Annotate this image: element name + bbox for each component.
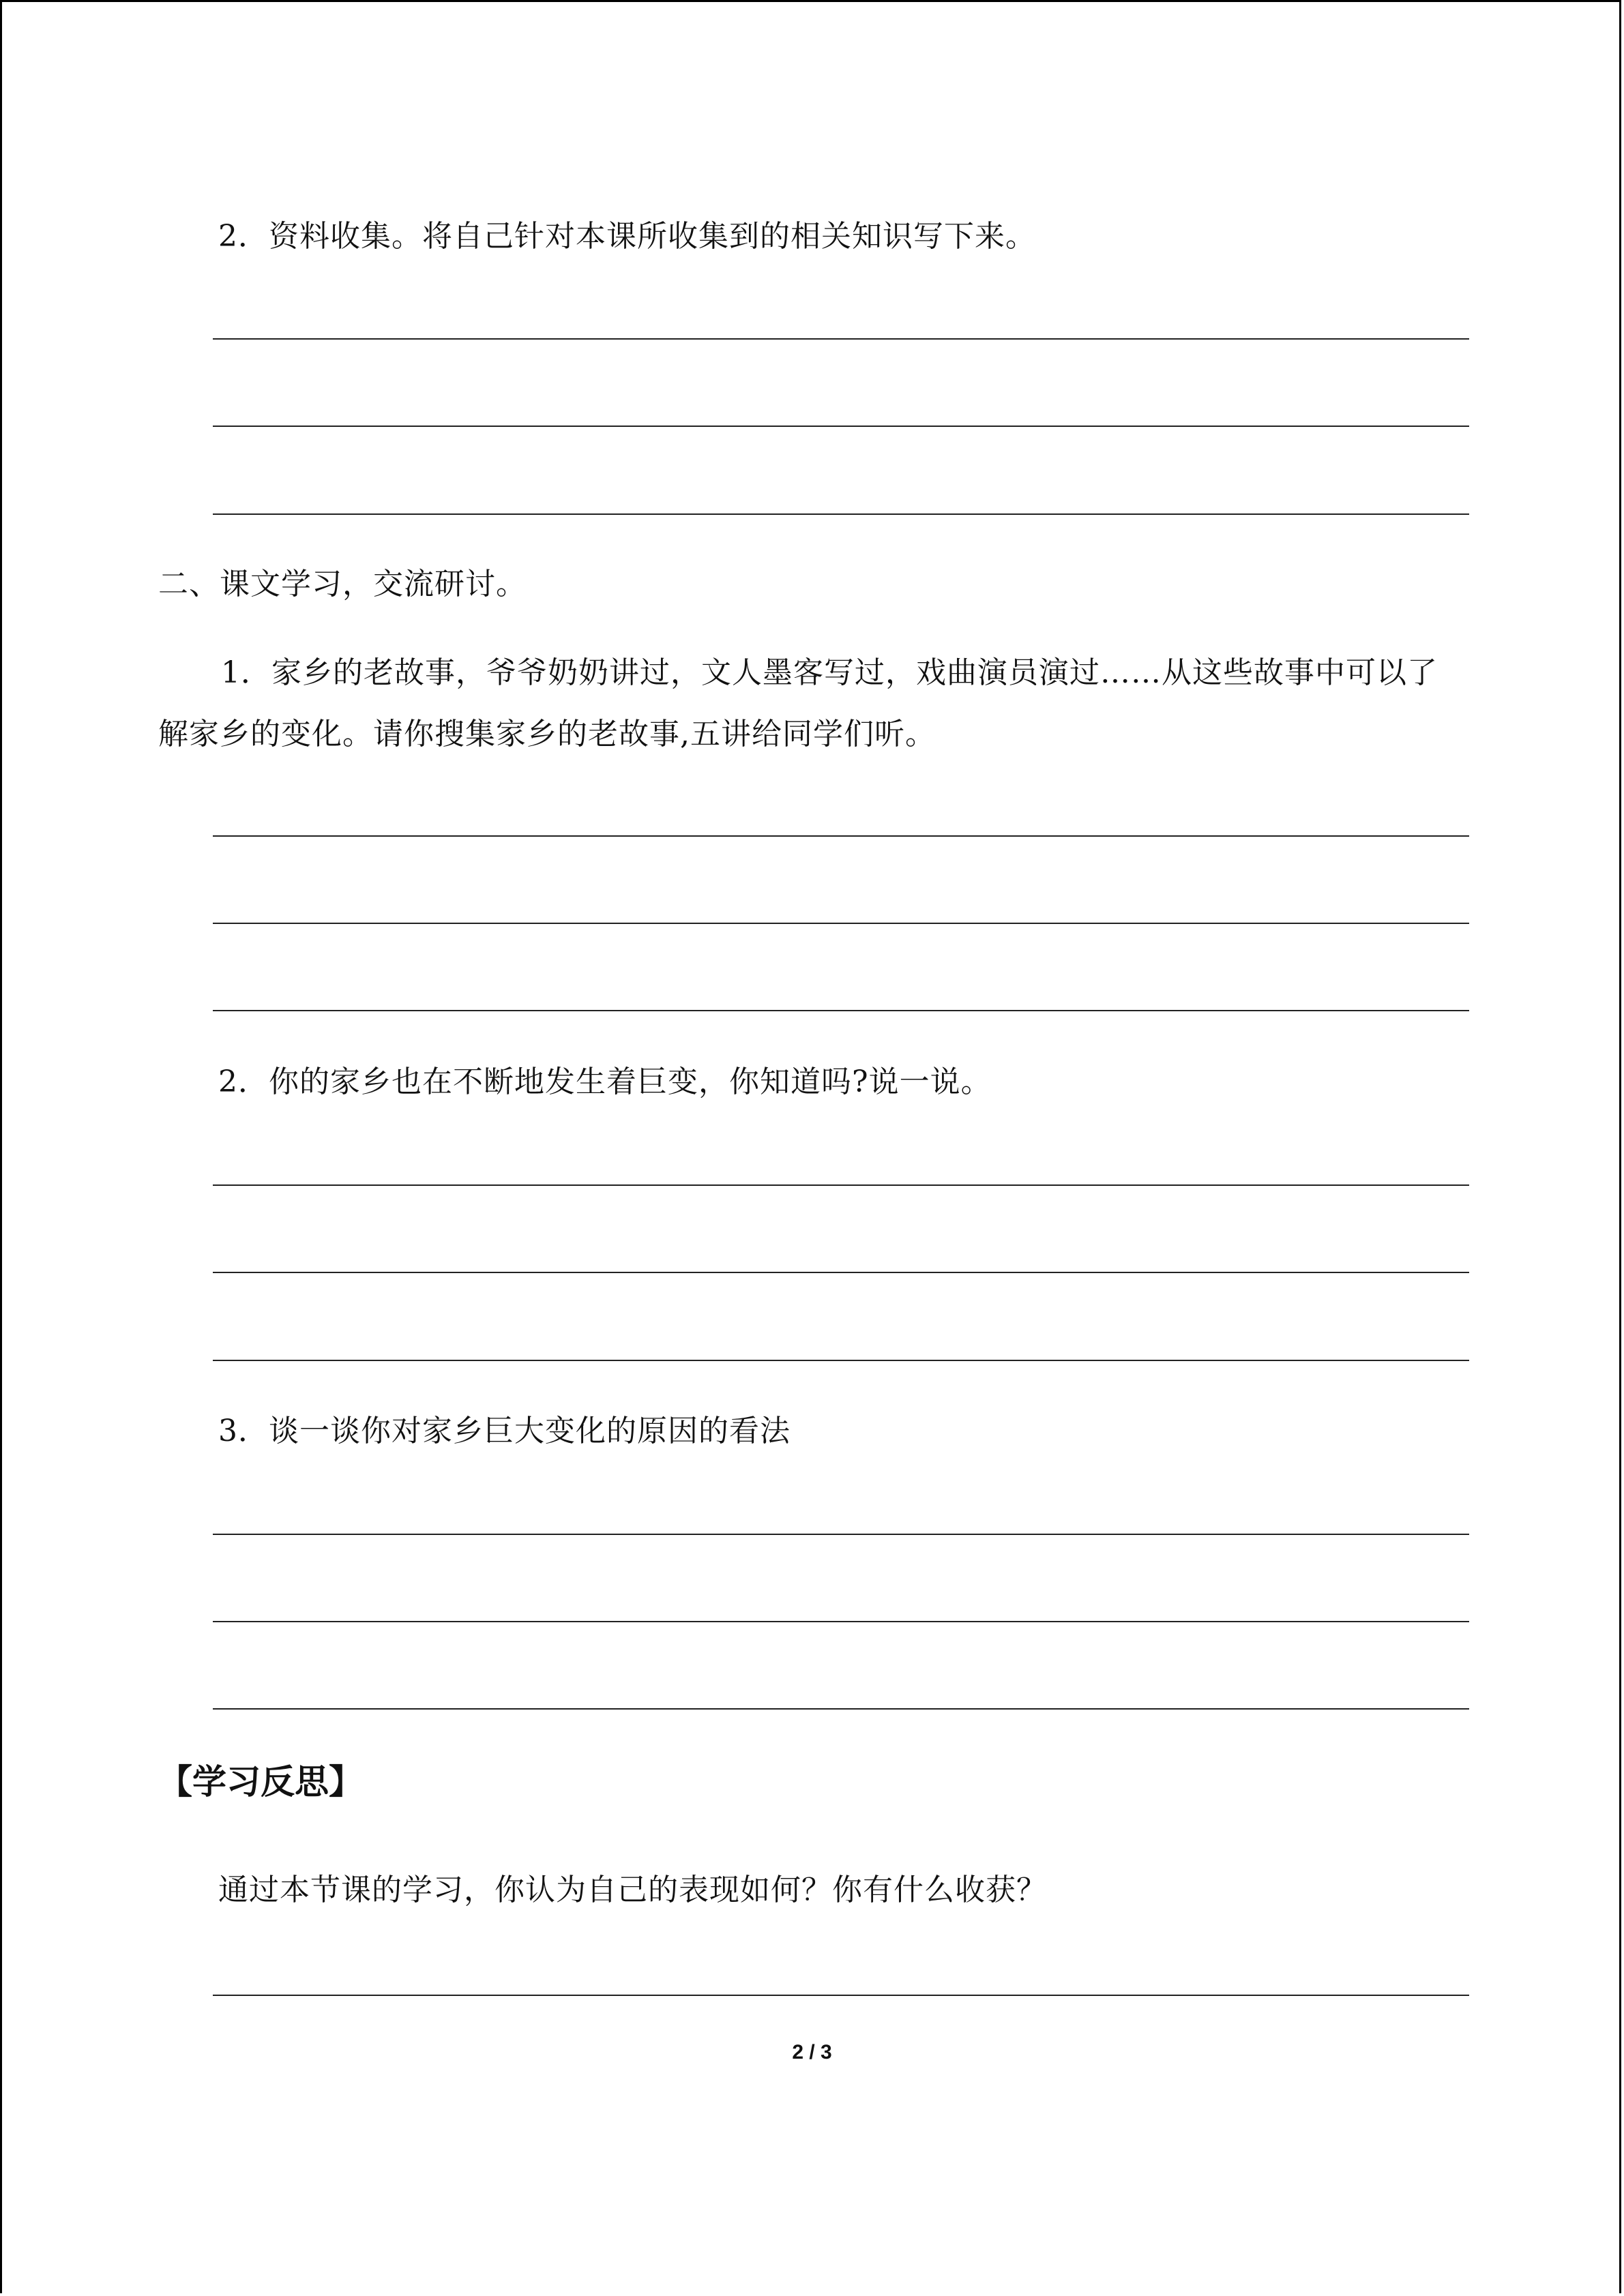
answer-line[interactable]: [213, 1534, 1469, 1535]
reflection-question: 通过本节课的学习，你认为自己的表现如何？你有什么收获？: [218, 1873, 1047, 1907]
answer-line[interactable]: [213, 513, 1469, 515]
reflection-title: 【学习反思】: [158, 1762, 363, 1802]
question-2-1: 1．家乡的老故事，爷爷奶奶讲过，文人墨客写过，戏曲演员演过……从这些故事中可以了解家乡的变化。请你搜集家乡的老故事,五讲给同学们听。: [158, 655, 1438, 751]
answer-line[interactable]: [213, 426, 1469, 427]
answer-line[interactable]: [213, 1272, 1469, 1273]
answer-line[interactable]: [213, 835, 1469, 837]
question-2-2: 2．你的家乡也在不断地发生着巨变，你知道吗?说一说。: [218, 1064, 992, 1099]
answer-line[interactable]: [213, 1360, 1469, 1361]
section-2-title: 二、课文学习，交流研讨。: [158, 567, 527, 601]
page-number: 2 / 3: [792, 2041, 832, 2063]
answer-line[interactable]: [213, 1184, 1469, 1186]
answer-line[interactable]: [213, 338, 1469, 340]
question-2-3: 3．谈一谈你对家乡巨大变化的原因的看法: [218, 1414, 791, 1448]
answer-line[interactable]: [213, 1708, 1469, 1710]
answer-line[interactable]: [213, 1995, 1469, 1996]
answer-line[interactable]: [213, 1010, 1469, 1011]
question-1-2: 2．资料收集。将自己针对本课所收集到的相关知识写下来。: [218, 219, 1036, 254]
answer-line[interactable]: [213, 923, 1469, 924]
answer-line[interactable]: [213, 1621, 1469, 1622]
